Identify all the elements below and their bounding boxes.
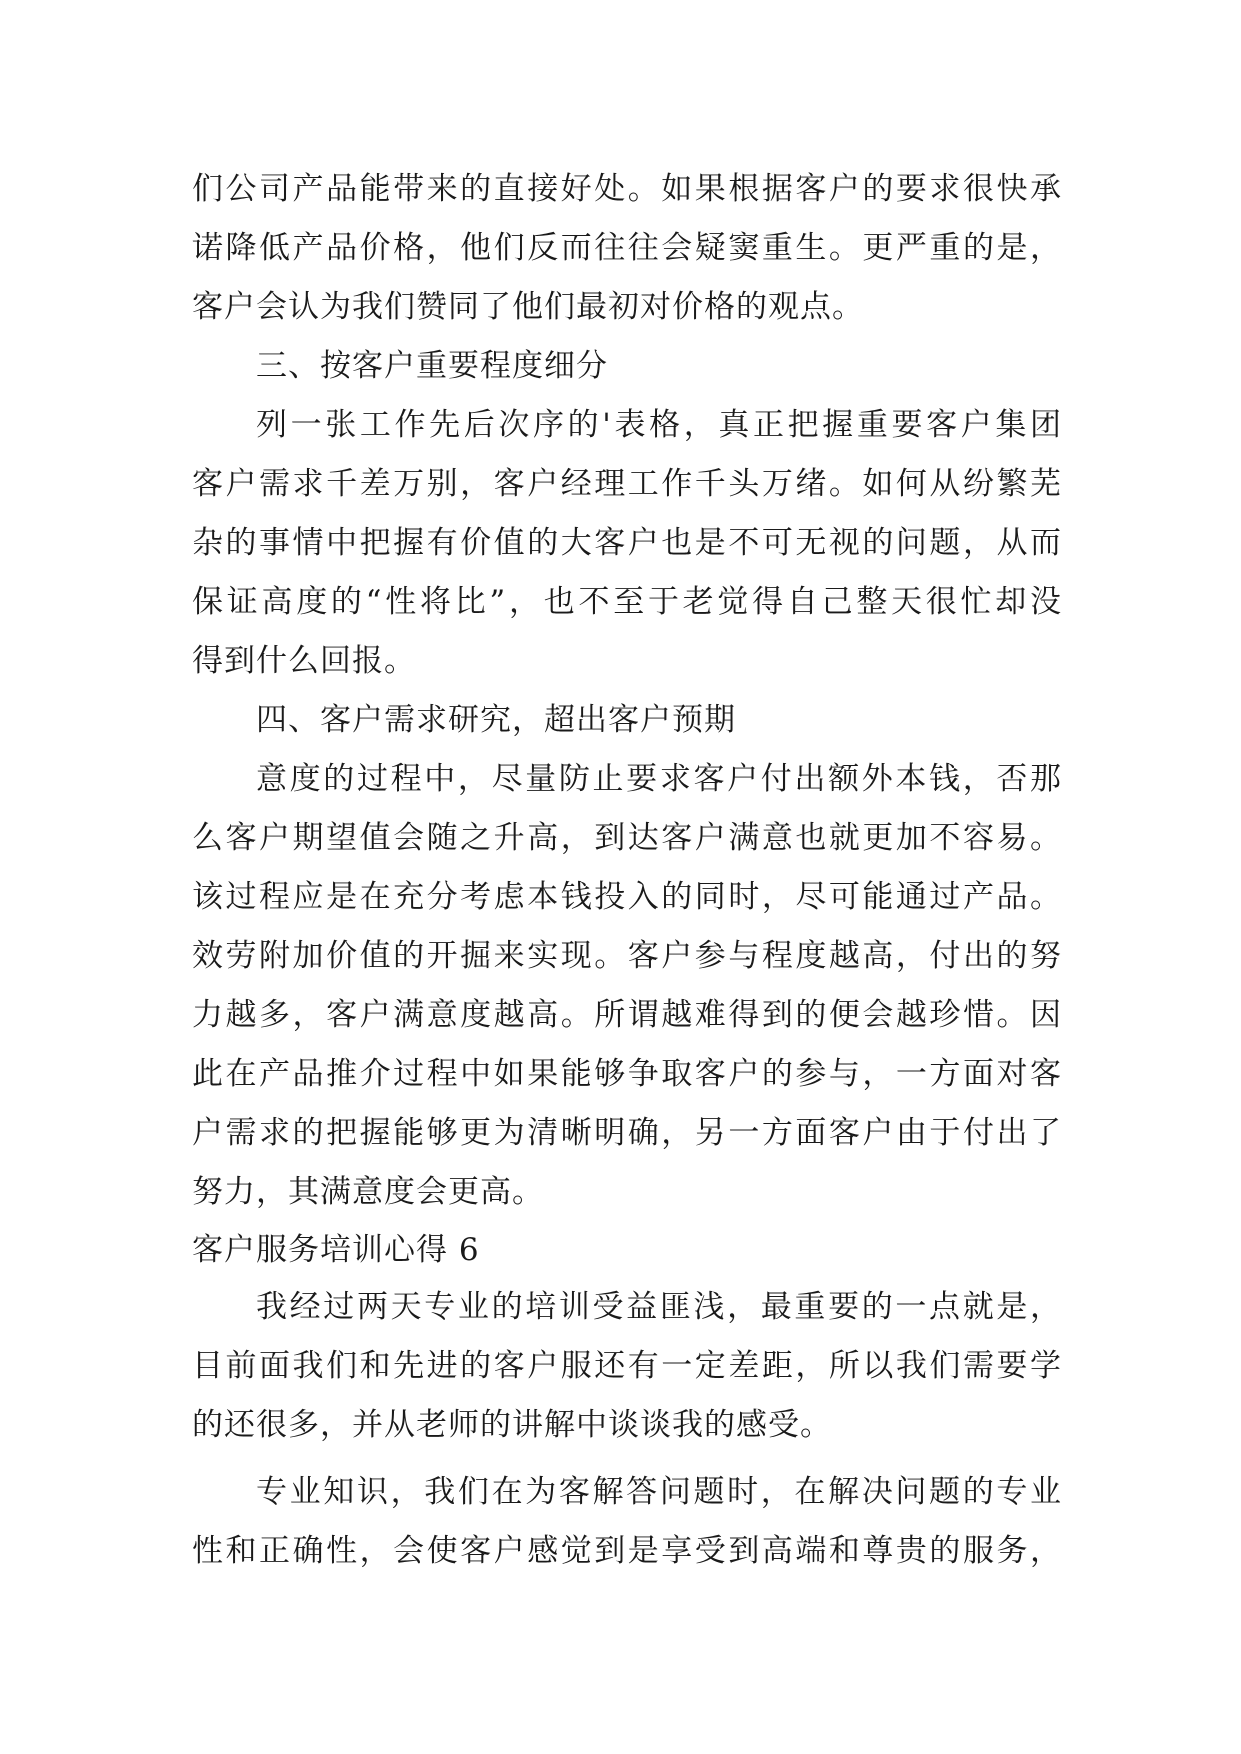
paragraph-line: 力越多，客户满意度越高。所谓越难得到的便会越珍惜。因 bbox=[192, 997, 1062, 1033]
paragraph-line: 此在产品推介过程中如果能够争取客户的参与，一方面对客 bbox=[192, 1056, 1062, 1092]
paragraph-line: 努力，其满意度会更高。 bbox=[192, 1174, 544, 1210]
paragraph-line: 得到什么回报。 bbox=[192, 643, 416, 679]
paragraph-line: 杂的事情中把握有价值的大客户也是不可无视的问题，从而 bbox=[192, 525, 1062, 561]
section-heading: 三、按客户重要程度细分 bbox=[256, 348, 608, 384]
paragraph-line: 意度的过程中，尽量防止要求客户付出额外本钱，否那 bbox=[256, 761, 1062, 797]
paragraph-line: 保证高度的“性将比”，也不至于老觉得自己整天很忙却没 bbox=[192, 584, 1062, 620]
paragraph-line: 们公司产品能带来的直接好处。如果根据客户的要求很快承 bbox=[192, 171, 1062, 207]
paragraph-line: 性和正确性，会使客户感觉到是享受到高端和尊贵的服务， bbox=[192, 1533, 1062, 1569]
paragraph-line: 列一张工作先后次序的'表格，真正把握重要客户集团 bbox=[256, 407, 1062, 443]
paragraph-line: 该过程应是在充分考虑本钱投入的同时，尽可能通过产品。 bbox=[192, 879, 1062, 915]
paragraph-line: 客户会认为我们赞同了他们最初对价格的观点。 bbox=[192, 289, 864, 325]
section-heading: 四、客户需求研究，超出客户预期 bbox=[256, 702, 736, 738]
paragraph-line: 客户需求千差万别，客户经理工作千头万绪。如何从纷繁芜 bbox=[192, 466, 1062, 502]
paragraph-line: 的还很多，并从老师的讲解中谈谈我的感受。 bbox=[192, 1407, 832, 1443]
document-body bbox=[192, 160, 1062, 1581]
paragraph-line: 诺降低产品价格，他们反而往往会疑窦重生。更严重的是， bbox=[192, 230, 1062, 266]
article-title: 客户服务培训心得 6 bbox=[192, 1232, 480, 1268]
paragraph-line: 户需求的把握能够更为清晰明确，另一方面客户由于付出了 bbox=[192, 1115, 1062, 1151]
paragraph-line: 目前面我们和先进的客户服还有一定差距，所以我们需要学 bbox=[192, 1348, 1062, 1384]
paragraph-line: 么客户期望值会随之升高，到达客户满意也就更加不容易。 bbox=[192, 820, 1062, 856]
paragraph-line: 专业知识，我们在为客解答问题时，在解决问题的专业 bbox=[256, 1474, 1062, 1510]
paragraph-line: 我经过两天专业的培训受益匪浅，最重要的一点就是， bbox=[256, 1289, 1062, 1325]
paragraph-line: 效劳附加价值的开掘来实现。客户参与程度越高，付出的努 bbox=[192, 938, 1062, 974]
